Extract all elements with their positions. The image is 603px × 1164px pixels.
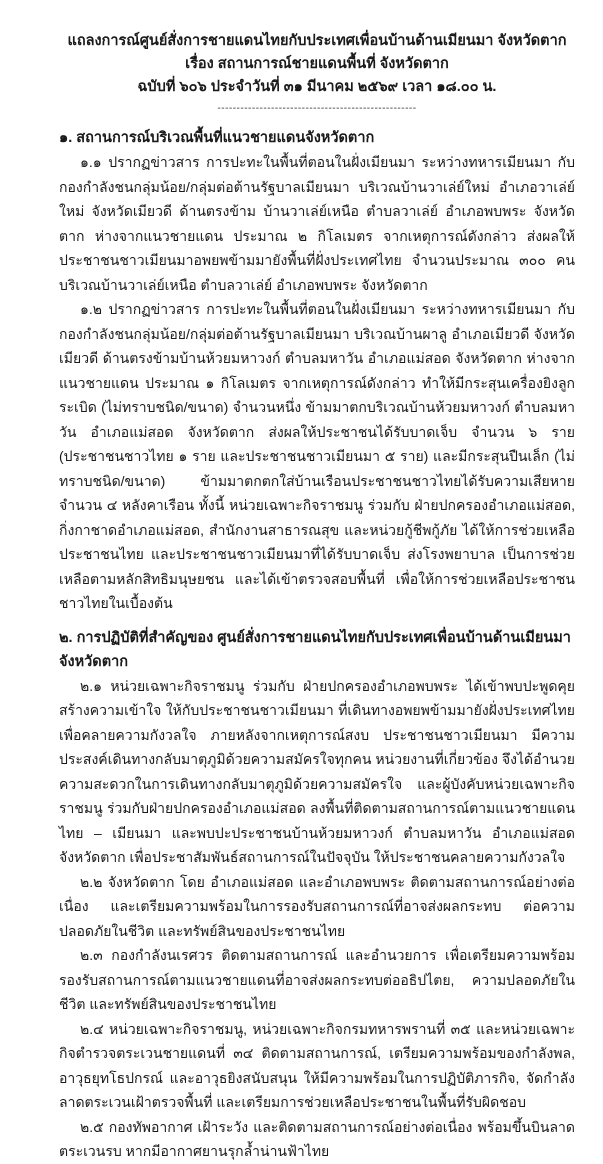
section-1-heading: ๑. สถานการณ์บริเวณพื้นที่แนวชายแดนจังหวัดตาก: [59, 130, 375, 146]
paragraph-2-1: ๒.๑ หน่วยเฉพาะกิจราชมนู ร่วมกับ ฝ่ายปกครองอำเภอพบพระ ได้เข้าพบปะพูดคุยสร้างความเข้าใจ ให้กับประชาชนชาวเมียนมา ที่เดินทางอพยพข้ามมายังฝั่งประเทศไทย เพื่อคลายความกังวลใจ ภายหลังจากเหตุการณ์สงบ ประชาชนชาวเมียนมา มีความประสงค์เดินทางกลับมาตุภูมิด้วยความสมัครใจทุกคน หน่วยงานที่เกี่ยวข้อง จึงได้อำนวยความสะดวกในการเดินทางกลับมาตุภูมิด้วยความสมัครใจ และผู้บังคับหน่วยเฉพาะกิจราชมนู ร่วมกับฝ่ายปกครองอำเภอแม่สอด ลงพื้นที่ติดตามสถานการณ์ตามแนวชายแดนไทย – เมียนมา และพบปะประชาชนบ้านห้วยมหาวงก์ ตำบลมหาวัน อำเภอแม่สอด จังหวัดตาก เพื่อประชาสัมพันธ์สถานการณ์ในปัจจุบัน ให้ประชาชนคลายความกังวลใจ: [59, 677, 575, 865]
paragraph-1-2: ๑.๒ ปรากฏข่าวสาร การปะทะในพื้นที่ตอนในฝั่งเมียนมา ระหว่างทหารเมียนมา กับกองกำลังชนกลุ่มน้อย/กลุ่มต่อต้านรัฐบาลเมียนมา บริเวณบ้านผาลู อำเภอเมียวดี จังหวัดเมียวดี ด้านตรงข้ามบ้านห้วยมหาวงก์ ตำบลมหาวัน อำเภอแม่สอด จังหวัดตาก ห่างจากแนวชายแดน ประมาณ ๑ กิโลเมตร จากเหตุการณ์ดังกล่าว ทำให้มีกระสุนเครื่องยิงลูกระเบิด (ไม่ทราบชนิด/ขนาด) จำนวนหนึ่ง ข้ามมาตกบริเวณบ้านห้วยมหาวงก์ ตำบลมหาวัน อำเภอแม่สอด จังหวัดตาก ส่งผลให้ประชาชนได้รับบาดเจ็บ จำนวน ๖ ราย (ประชาชนชาวไทย ๑ ราย และประชาชนชาวเมียนมา ๕ ราย) และมีกระสุนปืนเล็ก (ไม่ทราบชนิด/ขนาด) ข้ามมาตกตกใส่บ้านเรือนประชาชนชาวไทยได้รับความเสียหาย จำนวน ๔ หลังคาเรือน ทั้งนี้ หน่วยเฉพาะกิจราชมนู ร่วมกับ ฝ่ายปกครองอำเภอแม่สอด, กิ่งกาชาดอำเภอแม่สอด, สำนักงานสาธารณสุข และหน่วยกู้ชีพกู้ภัย ได้ให้การช่วยเหลือประชาชนไทย และประชาชนชาวเมียนมาที่ได้รับบาดเจ็บ ส่งโรงพยาบาล เป็นการช่วยเหลือตามหลักสิทธิมนุษยชน และได้เข้าตรวจสอบพื้นที่ เพื่อให้การช่วยเหลือประชาชนชาวไทยในเบื้องต้น: [59, 301, 575, 611]
paragraph-2-3: ๒.๓ กองกำลังนเรศวร ติดตามสถานการณ์ และอำนวยการ เพื่อเตรียมความพร้อมรองรับสถานการณ์ตามแนวชายแดนที่อาจส่งผลกระทบต่ออธิปไตย, ความปลอดภัยในชีวิต และทรัพย์สินของประชาชนไทย: [59, 947, 575, 1012]
document-header: [59, 30, 575, 99]
document-title: แถลงการณ์ศูนย์สั่งการชายแดนไทยกับประเทศเพื่อนบ้านด้านเมียนมา จังหวัดตาก: [67, 33, 567, 49]
paragraph-2-4: ๒.๔ หน่วยเฉพาะกิจราชมนู, หน่วยเฉพาะกิจกรมทหารพรานที่ ๓๕ และหน่วยเฉพาะกิจตำรวจตระเวนชายแดนที่ ๓๔ ติดตามสถานการณ์, เตรียมความพร้อมของกำลังพล, อาวุธยุทโธปกรณ์ และอาวุธยิงสนับสนุน ให้มีความพร้อมในการปฏิบัติภารกิจ, จัดกำลังลาดตระเวนเฝ้าตรวจพื้นที่ และเตรียมการช่วยเหลือประชาชนในพื้นที่รับผิดชอบ: [59, 1020, 575, 1110]
paragraph-1-1: ๑.๑ ปรากฏข่าวสาร การปะทะในพื้นที่ตอนในฝั่งเมียนมา ระหว่างทหารเมียนมา กับกองกำลังชนกลุ่มน้อย/กลุ่มต่อต้านรัฐบาลเมียนมา บริเวณบ้านวาเล่ย์ใหม่ อำเภอวาเล่ย์ใหม่ จังหวัดเมียวดี ด้านตรงข้าม บ้านวาเล่ย์เหนือ ตำบลวาเล่ย์ อำเภอพบพระ จังหวัดตาก ห่างจากแนวชายแดน ประมาณ ๒ กิโลเมตร จากเหตุการณ์ดังกล่าว ส่งผลให้ประชาชนชาวเมียนมาอพยพข้ามมายังพื้นที่ฝั่งประเทศไทย จำนวนประมาณ ๓๐๐ คน บริเวณบ้านวาเล่ย์เหนือ ตำบลวาเล่ย์ อำเภอพบพระ จังหวัดตาก: [59, 154, 575, 293]
header-separator: ----------------------------------------------------: [217, 103, 417, 114]
section-2-heading: ๒. การปฏิบัติที่สำคัญของ ศูนย์สั่งการชายแดนไทยกับประเทศเพื่อนบ้านด้านเมียนมา จังหวัดตาก: [59, 629, 571, 670]
paragraph-2-2: ๒.๒ จังหวัดตาก โดย อำเภอแม่สอด และอำเภอพบพระ ติดตามสถานการณ์อย่างต่อเนื่อง และเตรียมความพร้อมในการรองรับสถานการณ์ที่อาจส่งผลกระทบ ต่อความปลอดภัยในชีวิต และทรัพย์สินของประชาชนไทย: [59, 873, 575, 939]
document-subject: เรื่อง สถานการณ์ชายแดนพื้นที่ จังหวัดตาก: [185, 56, 449, 72]
document-issue-date: ฉบับที่ ๖๐๖ ประจำวันที่ ๓๑ มีนาคม ๒๕๖๙ เวลา ๑๘.๐๐ น.: [137, 79, 497, 95]
paragraph-2-5: ๒.๕ กองทัพอากาศ เฝ้าระวัง และติดตามสถานการณ์อย่างต่อเนื่อง พร้อมขึ้นบินลาดตระเวนรบ หากมีอากาศยานรุกล้ำน่านฟ้าไทย: [59, 1118, 575, 1159]
